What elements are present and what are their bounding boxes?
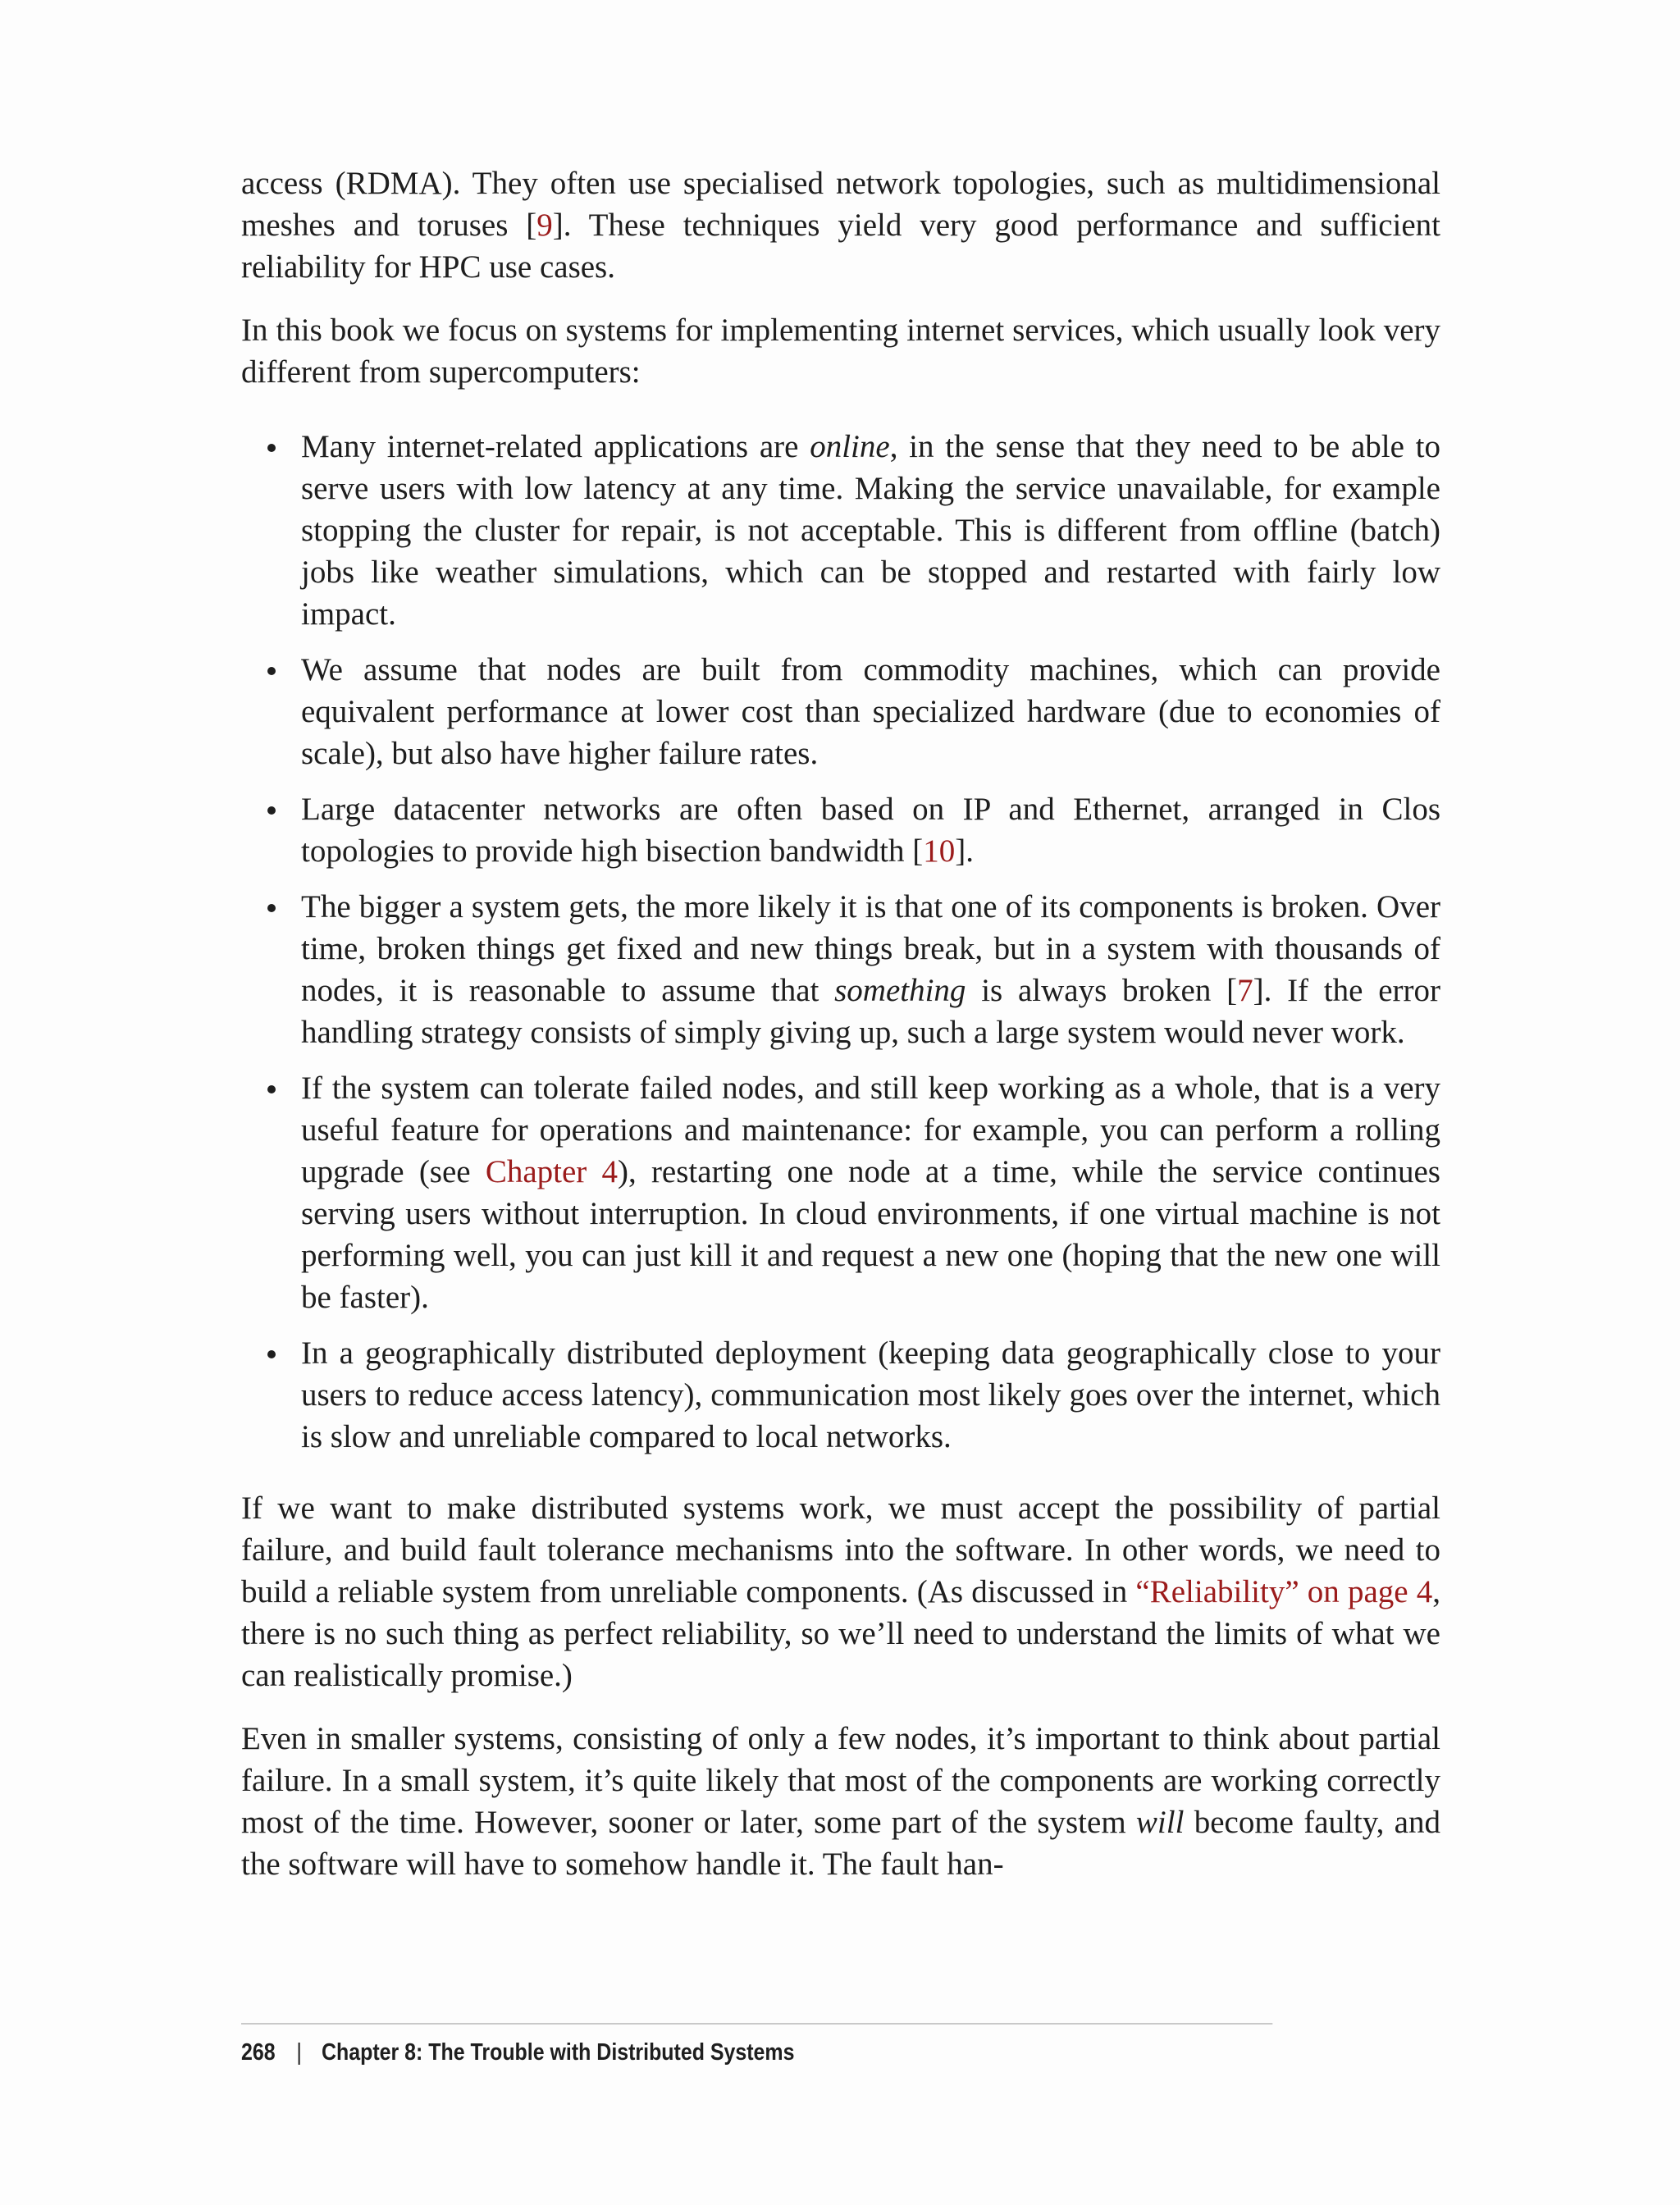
page-body <box>241 162 1440 1906</box>
page-footer <box>241 2023 1272 2066</box>
paragraph-internet-services: In this book we focus on systems for implementing internet services, which usually look very different from supercomputers: <box>241 313 1440 390</box>
paragraph-smaller-systems: Even in smaller systems, consisting of only a few nodes, it’s important to think about partial failure. In a small system, it’s quite likely that most of the components are working correctly most of the time. However, sooner or later, some part of the system will become faulty, and the software will have to somehow handle it. The fault han- <box>241 1721 1440 1882</box>
bullet-online: Many internet-related applications are online, in the sense that they need to be able to serve users with low latency at any time. Making the service unavailable, for example stopping the cluster for repair, is not acceptable. This is different from offline (batch) jobs like weather simulations, which can be stopped and restarted with fairly low impact. <box>241 426 1440 635</box>
bullet-clos: Large datacenter networks are often based on IP and Ethernet, arranged in Clos topologies to provide high bisection bandwidth [10]. <box>241 788 1440 872</box>
citation-9[interactable]: 9 <box>536 208 553 243</box>
bullet-bigger-system: The bigger a system gets, the more likely it is that one of its components is broken. Over time, broken things get fixed and new things break, but in a system with thousands of nodes, it is reasonable to assume that something is always broken [7]. If the error handling strategy consists of simply giving up, such a large system would never work. <box>241 886 1440 1053</box>
chapter-4-link[interactable]: Chapter 4 <box>485 1154 618 1189</box>
footer-separator: | <box>296 2039 302 2066</box>
bullet-list <box>241 426 1440 1458</box>
citation-10[interactable]: 10 <box>923 833 956 869</box>
paragraph-partial-failure: If we want to make distributed systems work, we must accept the possibility of partial failure, and build fault tolerance mechanisms into the software. In other words, we need to build a reliable system from unreliable components. (As discussed in “Reliability” on page 4, there is no such thing as perfect reliability, so we’ll need to understand the limits of what we can realistically promise.) <box>241 1491 1440 1693</box>
page-number: 268 <box>241 2039 276 2066</box>
reliability-link[interactable]: “Reliability” on page 4 <box>1135 1574 1433 1609</box>
bullet-commodity: We assume that nodes are built from commodity machines, which can provide equivalent performance at lower cost than specialized hardware (due to economies of scale), but also have higher failure rates. <box>241 649 1440 774</box>
paragraph-rdma: access (RDMA). They often use specialised network topologies, such as multidimensional meshes and toruses [9]. These techniques yield very good performance and sufficient reliability for HPC use cases. <box>241 166 1440 285</box>
citation-7[interactable]: 7 <box>1237 973 1253 1008</box>
bullet-geo-distributed: In a geographically distributed deployment (keeping data geographically close to your users to reduce access latency), communication most likely goes over the internet, which is slow and unreliable compared to local networks. <box>241 1332 1440 1458</box>
chapter-title: Chapter 8: The Trouble with Distributed Systems <box>321 2039 795 2066</box>
bullet-tolerate-failed: If the system can tolerate failed nodes, and still keep working as a whole, that is a very useful feature for operations and maintenance: for example, you can perform a rolling upgrade (see Chapter 4), restarting one node at a time, while the service continues serving users without interruption. In cloud environments, if one virtual machine is not performing well, you can just kill it and request a new one (hoping that the new one will be faster). <box>241 1067 1440 1318</box>
